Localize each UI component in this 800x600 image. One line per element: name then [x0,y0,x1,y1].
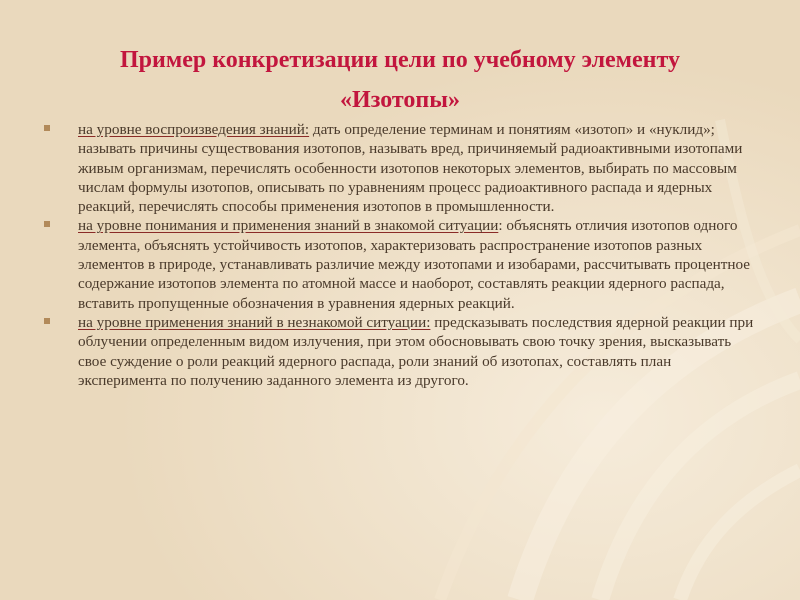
level-heading: на уровне понимания и применения знаний в знакомой ситуации [78,217,499,235]
list-item [44,120,756,216]
square-bullet-icon [44,125,50,131]
slide-title: Пример конкретизации цели по учебному элементу «Изотопы» [120,47,680,113]
level-description: : объяснять отличия изотопов одного элемента, объяснять устойчивость изотопов, характеризовать распространение изотопов разных элементов в природе, устанавливать различие между изотопами и изобарами, рассчитывать процентное содержание изотопов элемента по атомной массе и наоборот, составлять реакции ядерного распада, вставить пропущенные обозначения в уравнения ядерных реакций. [78,217,751,312]
level-heading: на уровне воспроизведения знаний: [78,121,310,138]
bullet-list [44,120,756,390]
list-item [44,313,756,390]
square-bullet-icon [44,221,50,227]
level-description: дать определение терминам и понятиям «изотоп» и «нуклид»; называть причины существования изотопов, называть вред, причиняемый радиоактивными изотопами живым организмам, перечислять особенности изотопов некоторых элементов, выбирать по массовым числам формулы изотопов, описывать по уравнениям процесс радиоактивного распада и ядерных реакций, перечислять способы применения изотопов в промышленности. [78,121,743,216]
list-item [44,216,756,312]
level-description: предсказывать последствия ядерной реакции при облучении определенным видом излучения, при этом обосновывать свою точку зрения, высказывать свое суждение о роли реакций ядерного распада, роли знаний об изотопах, составлять план эксперимента по получению заданного элемента из другого. [78,313,754,389]
level-heading: на уровне применения знаний в незнакомой ситуации: [78,313,431,331]
square-bullet-icon [44,318,50,324]
